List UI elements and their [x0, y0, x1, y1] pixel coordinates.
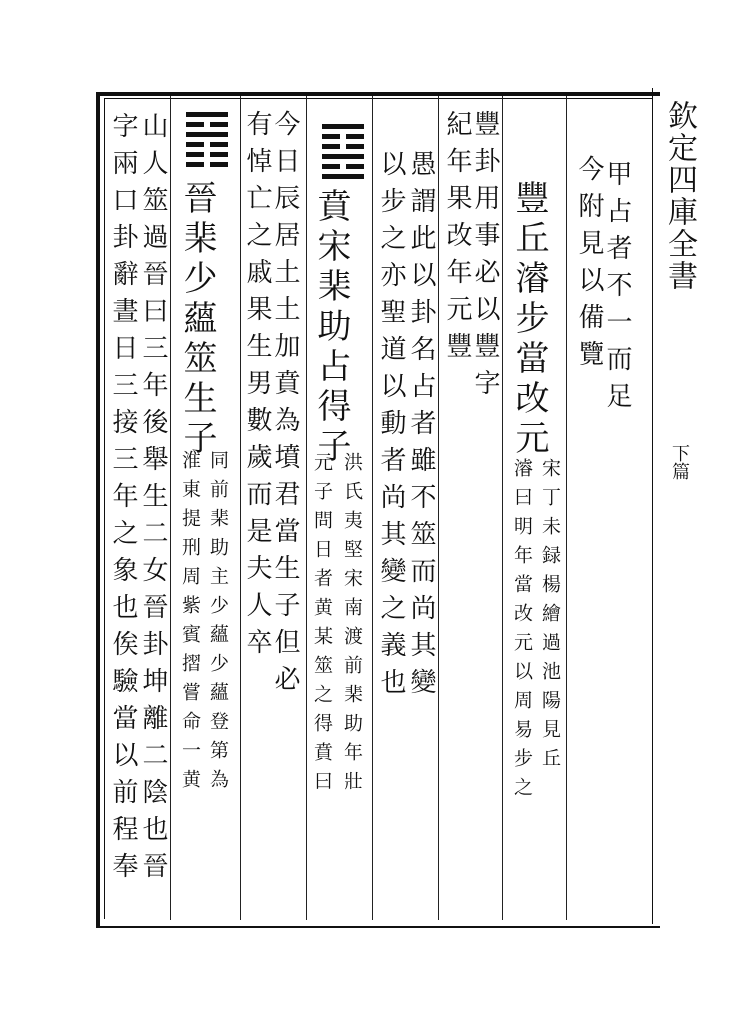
note-column-17: 淮東提刑周紫賓摺嘗命一黄 [179, 450, 201, 798]
heading-column-15: 晉棐少蘊筮生子 [177, 180, 217, 460]
text-column-19: 字兩口卦辭晝日三接三年之象也俟驗當以前程奉 [108, 112, 138, 889]
margin-book-title: 欽定四庫全書 [662, 100, 697, 292]
text-column-13: 今日辰居土土加賁為墳君當生子但必 [270, 110, 300, 702]
text-column-8: 愚謂此以卦名占者雖不筮而尚其變 [406, 150, 436, 705]
note-column-4b: 宋丁未録楊繪過池陽見丘 [539, 458, 561, 777]
column-rule [372, 96, 373, 920]
text-column-7: 紀年果改年元豐 [442, 110, 472, 369]
note-column-16: 同前棐助主少蘊少蘊登第為 [207, 450, 229, 798]
column-rule [438, 96, 439, 920]
text-column-14: 有悼亡之戚果生男數歲而是夫人卒 [242, 110, 272, 665]
bi-hexagram-icon [322, 124, 364, 184]
heading-column-3: 豐丘濬步當改元 [509, 180, 549, 460]
column-rule [566, 96, 567, 920]
text-column-2: 今附見以備覽 [574, 155, 604, 377]
jin-hexagram-icon [186, 112, 228, 172]
heading-column-10: 賁宋棐助占得子 [311, 188, 351, 468]
note-column-11: 洪氏夷堅宋南渡前棐助年壯 [341, 452, 363, 800]
text-column-6: 豐卦用事必以豐字 [470, 110, 500, 406]
column-rule [170, 96, 171, 920]
text-column-9: 以步之亦聖道以動者尚其變之義也 [376, 150, 406, 705]
text-column-1: 甲占者不一而足 [602, 160, 632, 419]
column-rule [240, 96, 241, 920]
column-rule [306, 96, 307, 920]
text-column-18: 山人筮過晉曰三年後舉生二女晉卦坤離二陰也晉 [138, 112, 168, 889]
margin-juan-label: 下篇 [669, 444, 690, 480]
note-column-12: 元子問日者黄某筮之得賁曰 [311, 452, 333, 800]
margin-rule [652, 88, 653, 924]
column-rule [502, 96, 503, 920]
note-column-4a: 濬曰明年當改元以周易步之 [511, 458, 533, 806]
